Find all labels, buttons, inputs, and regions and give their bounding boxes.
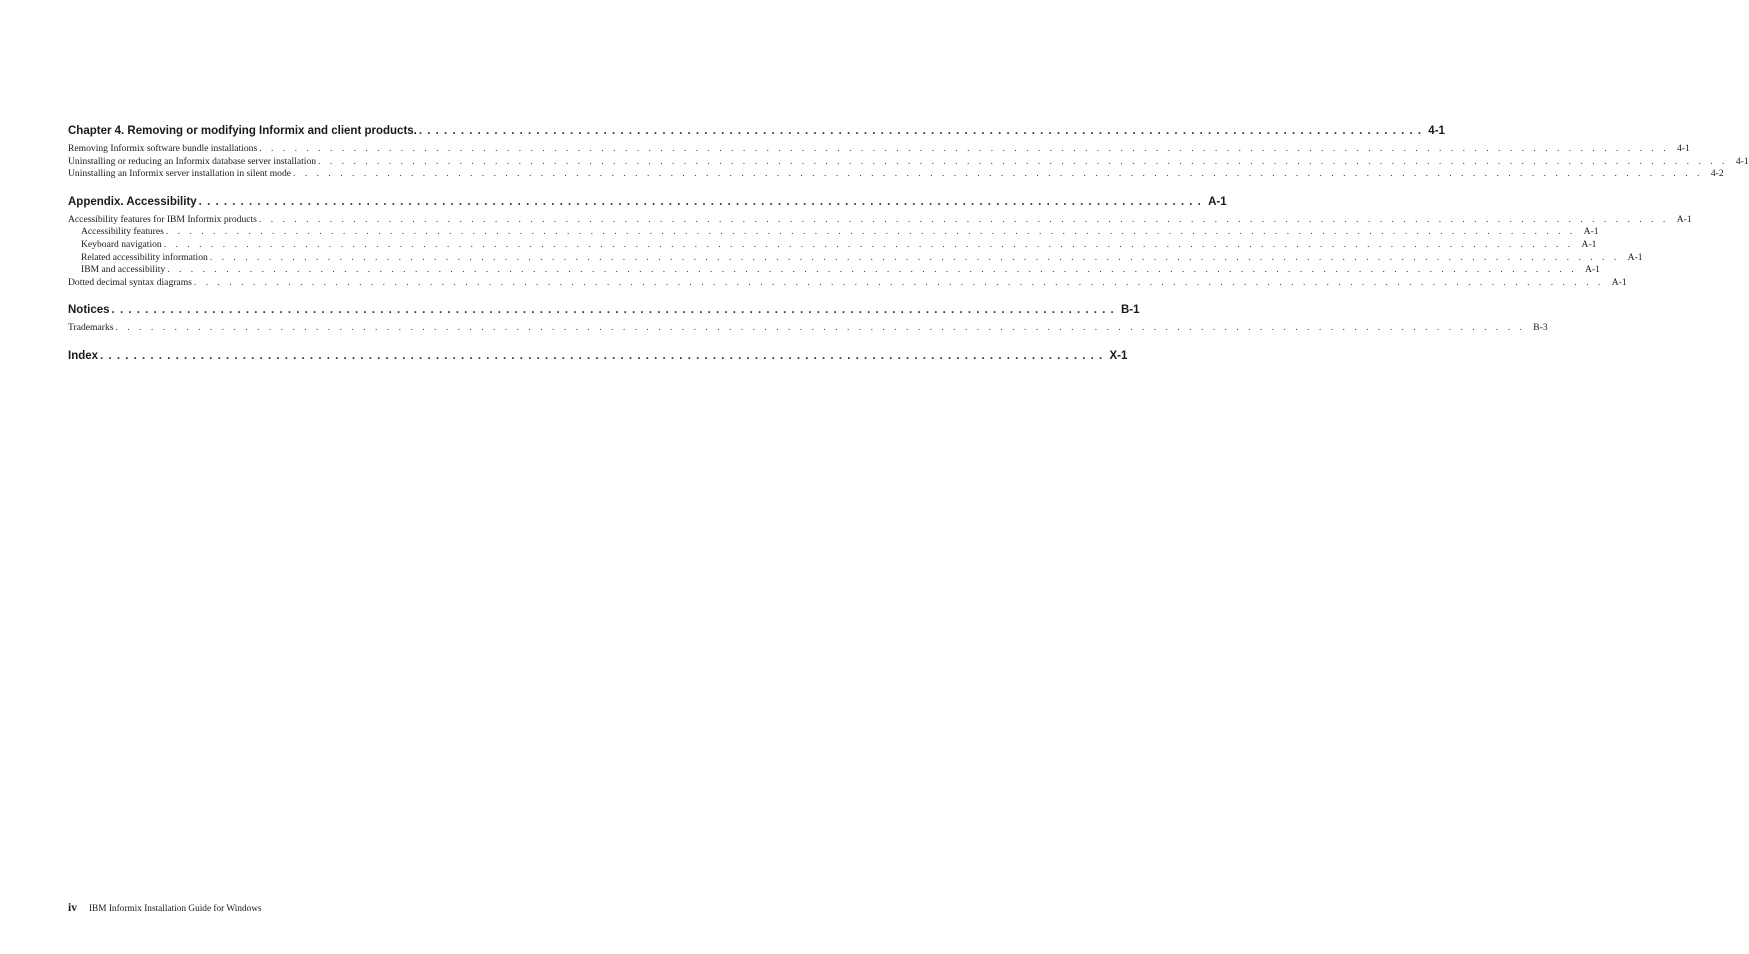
- toc-section-appendix: [68, 195, 1692, 290]
- toc-entry-label: Related accessibility information: [81, 251, 208, 263]
- toc-heading-title: Notices: [68, 304, 110, 317]
- dot-leader: ........................................................................................................................: [293, 168, 1709, 180]
- toc-entry-uninstalling-silent[interactable]: [68, 168, 1724, 181]
- dot-leader: ........................................................................................................................: [100, 349, 1108, 362]
- toc-entry-accessibility-features-ibm[interactable]: [68, 213, 1692, 227]
- toc-page-number: 4-1: [1677, 143, 1690, 154]
- toc-entry-label: Uninstalling an Informix server installation in silent mode: [68, 168, 292, 180]
- toc-entry-label: Accessibility features: [81, 226, 164, 238]
- toc-entry-ibm-accessibility[interactable]: [68, 264, 1600, 277]
- toc-entry-label: Uninstalling or reducing an Informix database server installation: [68, 155, 317, 167]
- dot-leader: ........................................................................................................................: [193, 276, 1610, 288]
- toc-page-number: B-3: [1533, 322, 1548, 334]
- toc-entry-label: Trademarks: [68, 322, 114, 334]
- toc-page-number: A-1: [1676, 213, 1692, 225]
- toc-heading-notices[interactable]: [68, 304, 1140, 321]
- toc-heading-chapter-4[interactable]: [68, 125, 1445, 142]
- toc-heading-title: Index: [68, 349, 99, 362]
- toc-entry-removing-bundle[interactable]: [68, 143, 1690, 156]
- toc-section-index: [68, 349, 1128, 367]
- toc-page-number: 4-1: [1428, 125, 1445, 137]
- toc-entry-accessibility-features[interactable]: [68, 226, 1599, 239]
- toc-heading-title: Chapter 4. Removing or modifying Informix and client products.: [68, 125, 417, 137]
- dot-leader: ........................................................................................................................: [258, 213, 1675, 225]
- table-of-contents: [68, 125, 1749, 382]
- toc-page-number: 4-1: [1735, 155, 1749, 167]
- toc-page-number: A-1: [1585, 264, 1600, 276]
- page-footer: [68, 902, 262, 914]
- document-title: IBM Informix Installation Guide for Windows: [88, 904, 262, 914]
- toc-page-number: 4-2: [1710, 168, 1724, 180]
- toc-heading-appendix[interactable]: [68, 195, 1227, 213]
- dot-leader: ........................................................................................................................: [418, 125, 1427, 137]
- dot-leader: ........................................................................................................................: [111, 304, 1119, 317]
- toc-page-number: A-1: [1611, 276, 1627, 288]
- dot-leader: ........................................................................................................................: [165, 226, 1582, 238]
- toc-page-number: A-1: [1627, 251, 1643, 263]
- toc-page-number: B-1: [1120, 304, 1140, 317]
- toc-entry-label: Keyboard navigation: [81, 238, 162, 250]
- toc-page-number: A-1: [1208, 195, 1227, 208]
- dot-leader: ........................................................................................................................: [198, 195, 1207, 208]
- toc-entry-uninstalling-reducing[interactable]: [68, 155, 1749, 169]
- dot-leader: ........................................................................................................................: [167, 264, 1584, 276]
- toc-entry-label: Dotted decimal syntax diagrams: [68, 276, 192, 288]
- toc-page-number: X-1: [1109, 349, 1128, 362]
- toc-heading-index[interactable]: [68, 349, 1128, 367]
- dot-leader: ........................................................................................................................: [115, 322, 1532, 334]
- toc-entry-dotted-decimal[interactable]: [68, 276, 1627, 290]
- toc-entry-label: IBM and accessibility: [81, 264, 166, 276]
- toc-section-chapter-4: [68, 125, 1749, 181]
- page-folio: iv: [68, 902, 77, 914]
- toc-entry-keyboard-navigation[interactable]: [68, 238, 1597, 252]
- dot-leader: ........................................................................................................................: [259, 143, 1675, 154]
- toc-entry-label: Accessibility features for IBM Informix products: [68, 213, 257, 225]
- dot-leader: ........................................................................................................................: [209, 251, 1626, 263]
- toc-entry-label: Removing Informix software bundle installations: [68, 143, 258, 154]
- toc-entry-related-accessibility[interactable]: [68, 251, 1643, 265]
- toc-page-number: A-1: [1581, 238, 1597, 250]
- toc-section-notices: [68, 304, 1548, 335]
- toc-entry-trademarks[interactable]: [68, 322, 1548, 335]
- toc-page-number: A-1: [1583, 226, 1599, 238]
- dot-leader: ........................................................................................................................: [163, 238, 1580, 250]
- dot-leader: ........................................................................................................................: [318, 155, 1734, 167]
- toc-heading-title: Appendix. Accessibility: [68, 195, 197, 208]
